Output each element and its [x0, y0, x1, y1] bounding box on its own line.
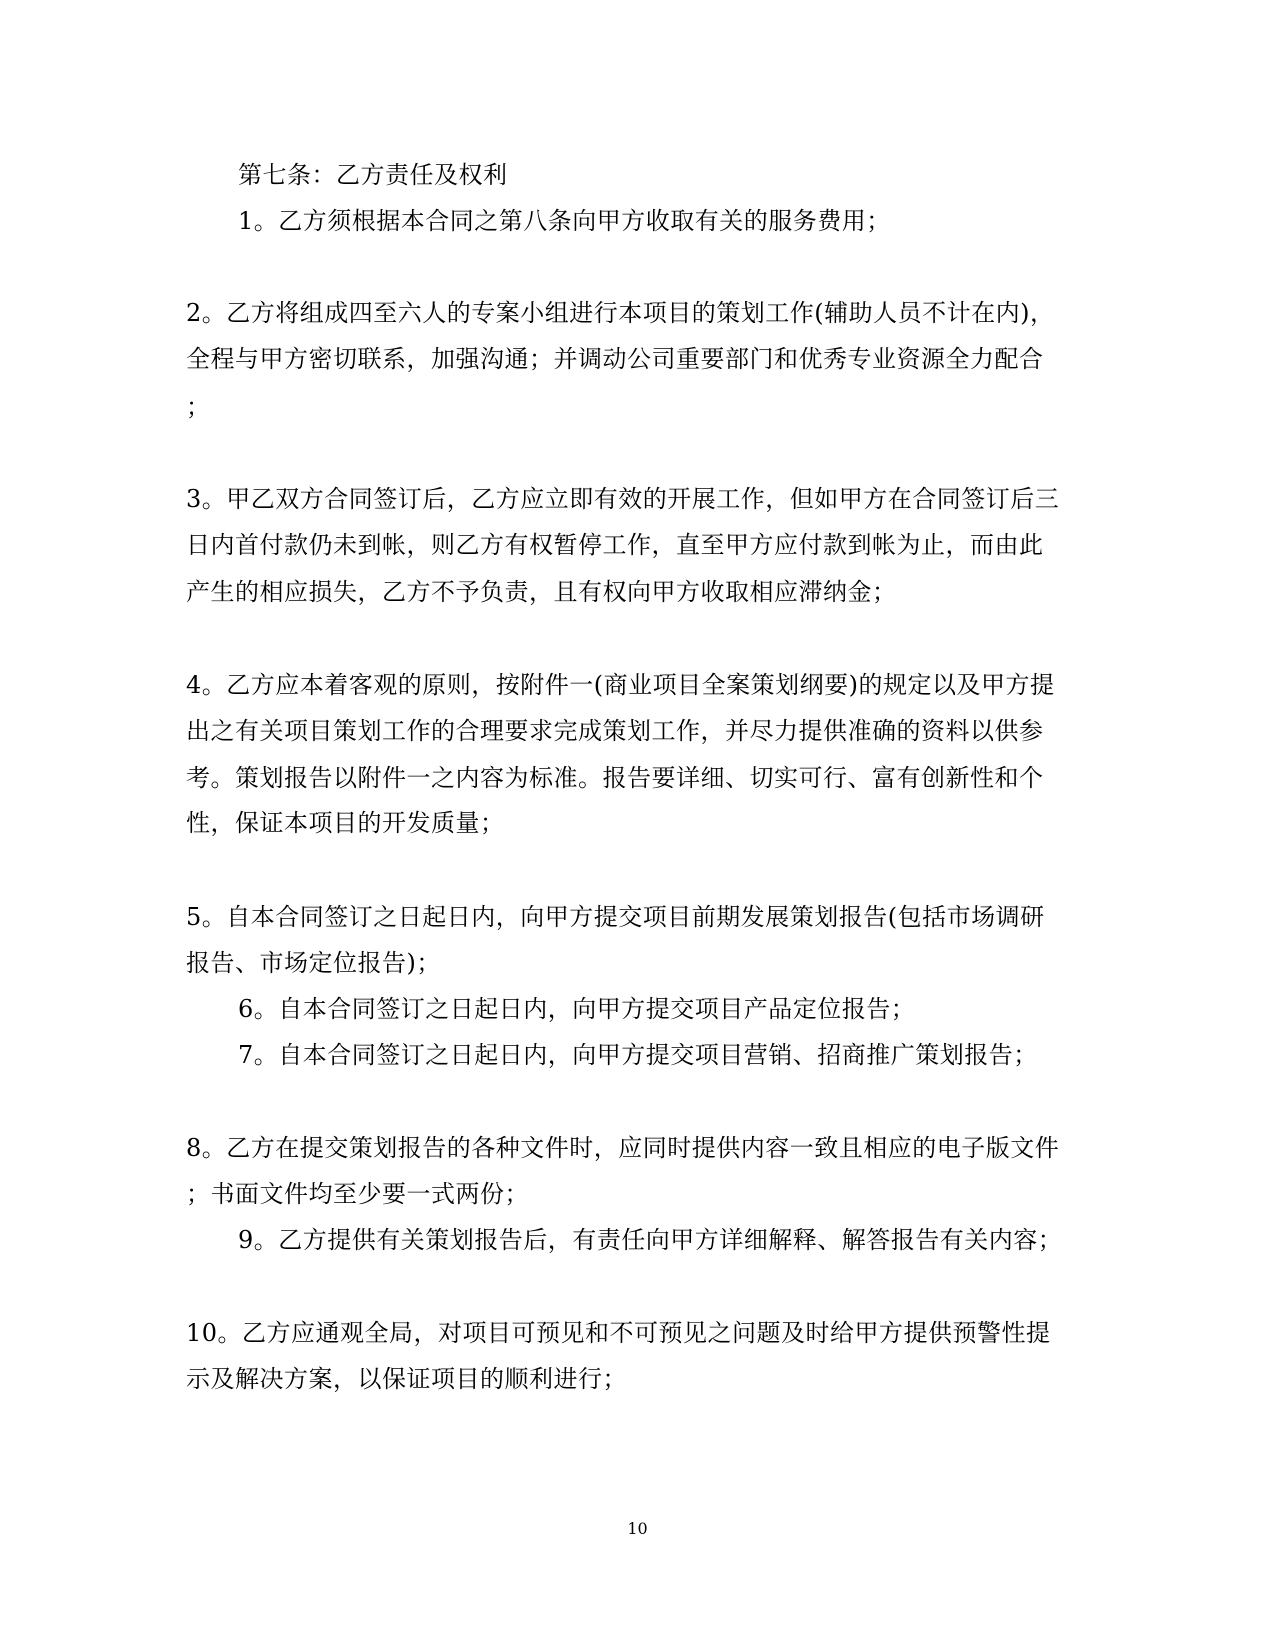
- clause-6: 6。自本合同签订之日起日内，向甲方提交项目产品定位报告；: [238, 995, 916, 1023]
- clause-7: 7。自本合同签订之日起日内，向甲方提交项目营销、招商推广策划报告；: [238, 1041, 1038, 1069]
- clause-4-line-1: 4。乙方应本着客观的原则，按附件一(商业项目全案策划纲要)的规定以及甲方提: [186, 671, 1055, 699]
- clause-3-line-2: 日内首付款仍未到帐，则乙方有权暂停工作，直至甲方应付款到帐为止，而由此: [186, 531, 1044, 559]
- article-heading: 第七条：乙方责任及权利: [238, 161, 508, 189]
- clause-8-line-1: 8。乙方在提交策划报告的各种文件时，应同时提供内容一致且相应的电子版文件: [186, 1134, 1060, 1162]
- clause-2-line-3: ；: [186, 393, 211, 421]
- clause-3-line-1: 3。甲乙双方合同签订后，乙方应立即有效的开展工作，但如甲方在合同签订后三: [186, 485, 1060, 513]
- clause-8-line-2: ；书面文件均至少要一式两份；: [186, 1180, 529, 1208]
- clause-10-line-1: 10。乙方应通观全局，对项目可预见和不可预见之问题及时给甲方提供预警性提: [186, 1319, 1051, 1347]
- clause-4-line-4: 性，保证本项目的开发质量；: [186, 809, 505, 837]
- clause-2-line-1: 2。乙方将组成四至六人的专案小组进行本项目的策划工作(辅助人员不计在内)，: [186, 299, 1055, 327]
- clause-9: 9。乙方提供有关策划报告后，有责任向甲方详细解释、解答报告有关内容；: [238, 1226, 1063, 1254]
- clause-5-line-2: 报告、市场定位报告)；: [186, 949, 441, 977]
- clause-5-line-1: 5。自本合同签订之日起日内，向甲方提交项目前期发展策划报告(包括市场调研: [186, 903, 1045, 931]
- page-number: 10: [627, 1519, 648, 1538]
- clause-3-line-3: 产生的相应损失，乙方不予负责，且有权向甲方收取相应滞纳金；: [186, 578, 897, 606]
- clause-1: 1。乙方须根据本合同之第八条向甲方收取有关的服务费用；: [238, 207, 891, 235]
- clause-10-line-2: 示及解决方案，以保证项目的顺利进行；: [186, 1365, 627, 1393]
- clause-4-line-2: 出之有关项目策划工作的合理要求完成策划工作，并尽力提供准确的资料以供参: [186, 717, 1044, 745]
- clause-2-line-2: 全程与甲方密切联系，加强沟通；并调动公司重要部门和优秀专业资源全力配合: [186, 345, 1044, 373]
- clause-4-line-3: 考。策划报告以附件一之内容为标准。报告要详细、切实可行、富有创新性和个: [186, 764, 1044, 792]
